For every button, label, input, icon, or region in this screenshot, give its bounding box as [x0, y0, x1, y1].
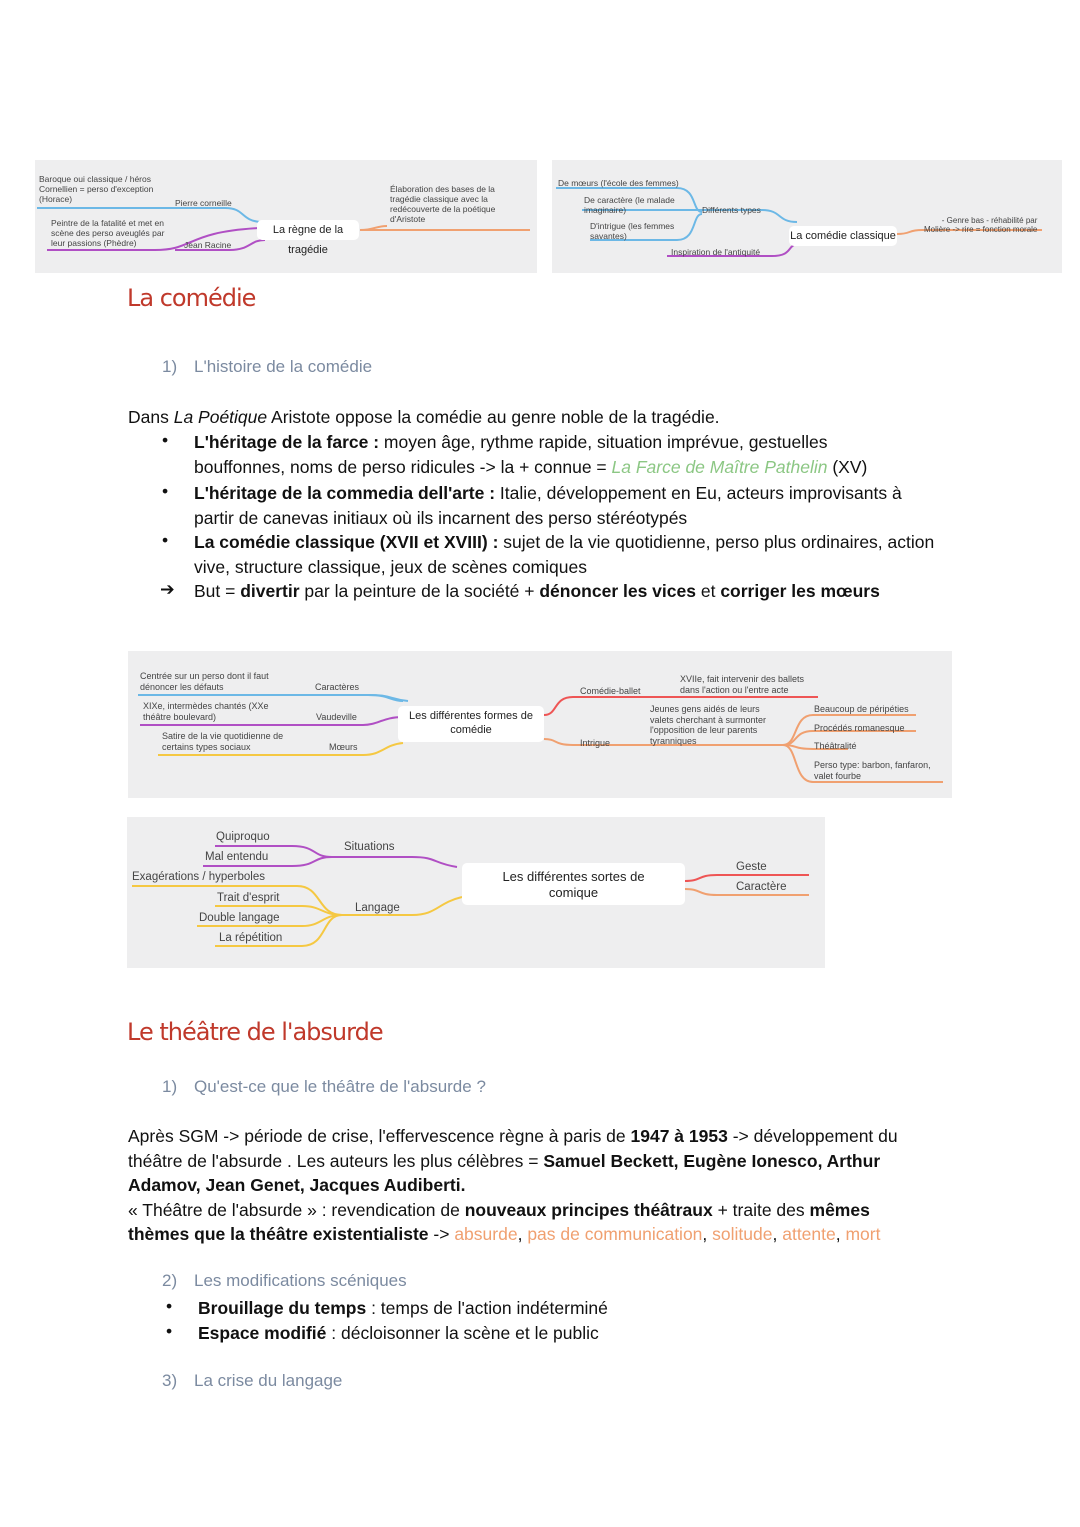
bullet-dot: • [166, 1296, 173, 1316]
theme-communication: pas de communication [527, 1224, 703, 1244]
caractere-type: De caractère (le malade imaginaire) [584, 195, 675, 216]
vaudeville-label: Vaudeville [316, 712, 357, 722]
tragedie-center-node: La règne de la tragédie [257, 220, 359, 240]
mindmap-comique [127, 817, 825, 968]
moeurs-label: Mœurs [329, 742, 358, 752]
bullet-classique: La comédie classique (XVII et XVIII) : sujet de la vie quotidienne, perso plus ordinaires, action vive, structure classique, jeux de scènes comiques [194, 532, 935, 577]
quiproquo-label: Quiproquo [216, 831, 270, 843]
malentendu-label: Mal entendu [205, 851, 269, 863]
formes-center-node: Les différentes formes de comédie [398, 706, 544, 742]
caractere-label: Caractère [736, 881, 787, 893]
racine-desc: Peintre de la fatalité et met en scène des perso aveuglés par leur passions (Phèdre) [51, 218, 165, 249]
repetition-label: La répétition [219, 932, 283, 944]
theatralite-label: Théâtralité [814, 741, 857, 751]
baroque-text: Baroque oui classique / héros Cornellien = perso d'exception (Horace) [39, 174, 154, 205]
absurde-paragraph: Après SGM -> période de crise, l'effervescence règne à paris de 1947 à 1953 -> développement du théâtre de l'absurde . Les auteurs les plus célèbres = Samuel Beckett, Eugène Ionesco, Arthur Adamov, Jean Genet, Jacques Audiberti. « Théâtre de l'absurde » : revendication de nouveaux principes théâtraux + traite des mêmes thèmes que la théâtre existentialiste -> absurde, pas de communication, solitude, attente, mort [128, 1126, 898, 1244]
modif-espace: Espace modifié : décloisonner la scène et le public [198, 1323, 599, 1343]
inspiration-label: Inspiration de l'antiquité [671, 247, 761, 257]
langage-label: Langage [355, 902, 400, 914]
vaudeville-desc: XIXe, intermèdes chantés (XXe théâtre boulevard) [143, 701, 269, 722]
racine-label: Jean Racine [184, 240, 232, 250]
comedie-ballet-label: Comédie-ballet [580, 686, 641, 696]
theme-mort: mort [845, 1224, 881, 1244]
arrow-icon: ➔ [160, 579, 175, 599]
perso-type-label: Perso type: barbon, fanfaron, valet fourbe [814, 760, 931, 781]
comedie-ballet-desc: XVIIe, fait intervenir des ballets dans l'action ou l'entre acte [680, 674, 805, 695]
section-a1-heading: 1) Qu'est-ce que le théâtre de l'absurde ? [162, 1077, 486, 1096]
theme-attente: attente [782, 1224, 836, 1244]
peripeties-label: Beaucoup de péripéties [814, 704, 909, 714]
intrigue-type: D'intrigue (les femmes savantes) [590, 221, 675, 242]
situations-label: Situations [344, 841, 395, 853]
moeurs-desc: Satire de la vie quotidienne de certains types sociaux [162, 731, 284, 752]
bullet-farce: L'héritage de la farce : moyen âge, rythme rapide, situation imprévue, gestuelles bouffonnes, noms de perso ridicules -> la + connue = La Farce de Maître Pathelin (XV) [194, 432, 868, 477]
section-1-heading: 1) L'histoire de la comédie [162, 357, 373, 376]
mindmap-tragedie [35, 160, 537, 273]
bullet-dot: • [162, 530, 169, 550]
bullet-dot: • [162, 481, 169, 501]
title-absurde: Le théâtre de l'absurde [127, 1018, 383, 1046]
geste-label: Geste [736, 861, 767, 873]
mindmap-formes-comedie [128, 651, 952, 798]
intrigue-desc: Jeunes gens aidés de leurs valets cherchant à surmonter l'opposition de leur parents tyranniques [650, 704, 767, 746]
title-comedie: La comédie [127, 284, 256, 312]
trait-esprit-label: Trait d'esprit [217, 892, 280, 904]
theme-absurde: absurde [454, 1224, 518, 1244]
bullet-dot: • [166, 1321, 173, 1341]
moeurs-type: De mœurs (l'école des femmes) [558, 178, 679, 188]
bullet-commedia: L'héritage de la commedia dell'arte : Italie, développement en Eu, acteurs improvisants à partir de canevas initiaux où ils incarnent des perso stéréotypés [194, 483, 902, 528]
types-label: Différents types [702, 205, 761, 215]
caracteres-label: Caractères [315, 682, 360, 692]
modif-temps: Brouillage du temps : temps de l'action indéterminé [198, 1298, 608, 1318]
bullet-dot: • [162, 430, 169, 450]
exagerations-label: Exagérations / hyperboles [132, 871, 265, 883]
comique-center-node: Les différentes sortes de comique [462, 863, 685, 905]
double-langage-label: Double langage [199, 912, 280, 924]
corneille-label: Pierre corneille [175, 198, 232, 208]
romanesque-label: Procédés romanesque [814, 723, 905, 733]
mindmap-comedie-classique [552, 160, 1062, 273]
theme-solitude: solitude [712, 1224, 773, 1244]
comedie-classique-center-node: La comédie classique [789, 226, 897, 246]
section-a2-heading: 2) Les modifications scéniques [162, 1271, 407, 1290]
intrigue-label: Intrigue [580, 738, 611, 748]
intro-paragraph: Dans La Poétique Aristote oppose la comédie au genre noble de la tragédie. [128, 407, 720, 427]
section-a3-heading: 3) La crise du langage [162, 1371, 343, 1390]
but-line: But = divertir par la peinture de la société + dénoncer les vices et corriger les mœurs [194, 581, 880, 601]
tragedie-right-text: Élaboration des bases de la tragédie classique avec la redécouverte de la poétique d'Aristote [390, 184, 496, 225]
comedie-classique-right-text: - Genre bas - réhabilité par Molière -> rire = fonction morale [924, 216, 1038, 235]
caracteres-desc: Centrée sur un perso dont il faut dénoncer les défauts [140, 671, 269, 692]
